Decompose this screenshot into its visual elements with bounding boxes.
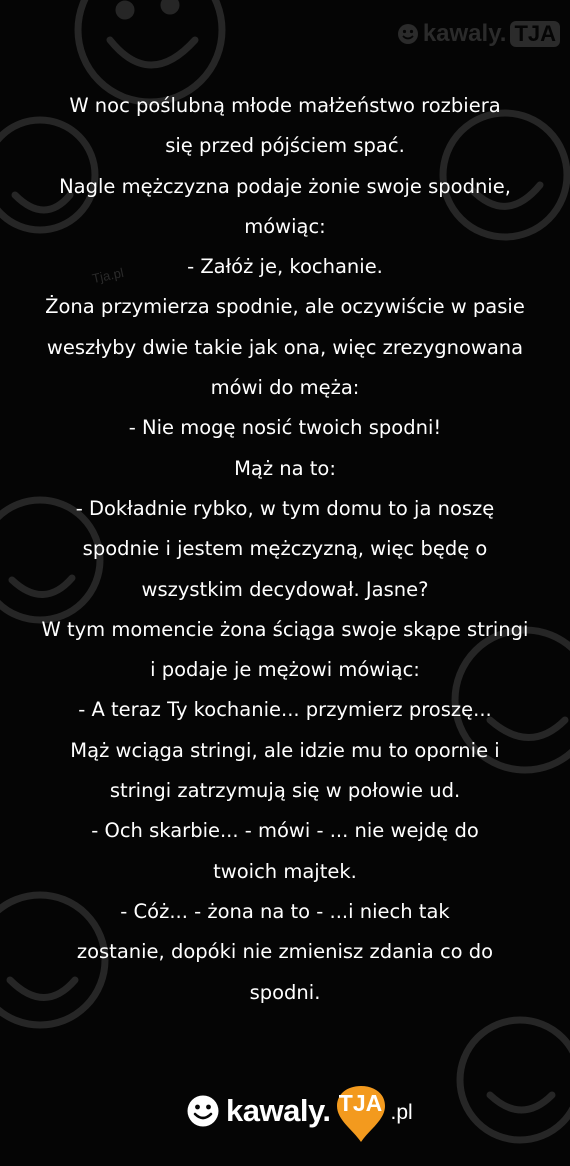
smiley-face-icon <box>460 1020 570 1140</box>
footer-brand-badge: TJA <box>338 1090 383 1116</box>
joke-line: - Nie mogę nosić twoich spodni! <box>128 416 442 440</box>
top-brand-name: kawaly. <box>422 20 507 47</box>
top-brand-logo <box>397 20 560 48</box>
joke-line: zostanie, dopóki nie zmienisz zdania co do <box>76 940 494 964</box>
joke-line: W noc poślubną młode małżeństwo rozbiera <box>69 94 501 117</box>
joke-line: stringi zatrzymują się w połowie ud. <box>109 779 461 803</box>
smiley-icon <box>186 1094 220 1128</box>
joke-line: - Dokładnie rybko, w tym domu to ja noszę <box>75 496 495 520</box>
joke-line: Mąż wciąga stringi, ale idzie mu to opornie i <box>70 738 500 762</box>
smiley-icon <box>397 23 419 45</box>
joke-line: - Och skarbie... - mówi - ... nie wejdę do <box>91 819 479 843</box>
joke-line: i podaje je mężowi mówiąc: <box>150 658 420 682</box>
joke-line: weszłyby dwie takie jak ona, więc zrezygnowana <box>46 335 524 359</box>
footer-brand-logo[interactable] <box>186 1084 413 1128</box>
joke-text <box>18 86 552 1013</box>
joke-line: Nagle mężczyzna podaje żonie swoje spodnie, <box>59 174 511 198</box>
joke-line: wszystkim decydował. Jasne? <box>141 577 429 601</box>
top-brand-badge: TJA <box>510 21 560 47</box>
joke-line: - Cóż... - żona na to - ...i niech tak <box>120 899 450 923</box>
joke-line: się przed pójściem spać. <box>165 134 405 158</box>
speech-drop-icon <box>333 1084 389 1144</box>
joke-line: mówi do męża: <box>210 376 360 400</box>
joke-line: - Załóż je, kochanie. <box>187 255 383 279</box>
joke-line: Żona przymierza spodnie, ale oczywiście w pasie <box>45 295 525 319</box>
watermark-text: Tja.pl <box>90 264 126 287</box>
joke-line: twoich majtek. <box>213 859 357 883</box>
joke-line: Mąż na to: <box>234 456 336 480</box>
joke-line: W tym momencie żona ściąga swoje skąpe stringi <box>41 617 529 641</box>
joke-line: - A teraz Ty kochanie... przymierz proszę... <box>78 698 492 722</box>
footer-brand-suffix: .pl <box>390 1101 413 1124</box>
joke-line: mówiąc: <box>244 214 326 238</box>
joke-line: spodnie i jestem mężczyzną, więc będę o <box>82 537 488 561</box>
footer-brand-name: kawaly. <box>226 1093 331 1128</box>
joke-line: spodni. <box>249 980 321 1004</box>
